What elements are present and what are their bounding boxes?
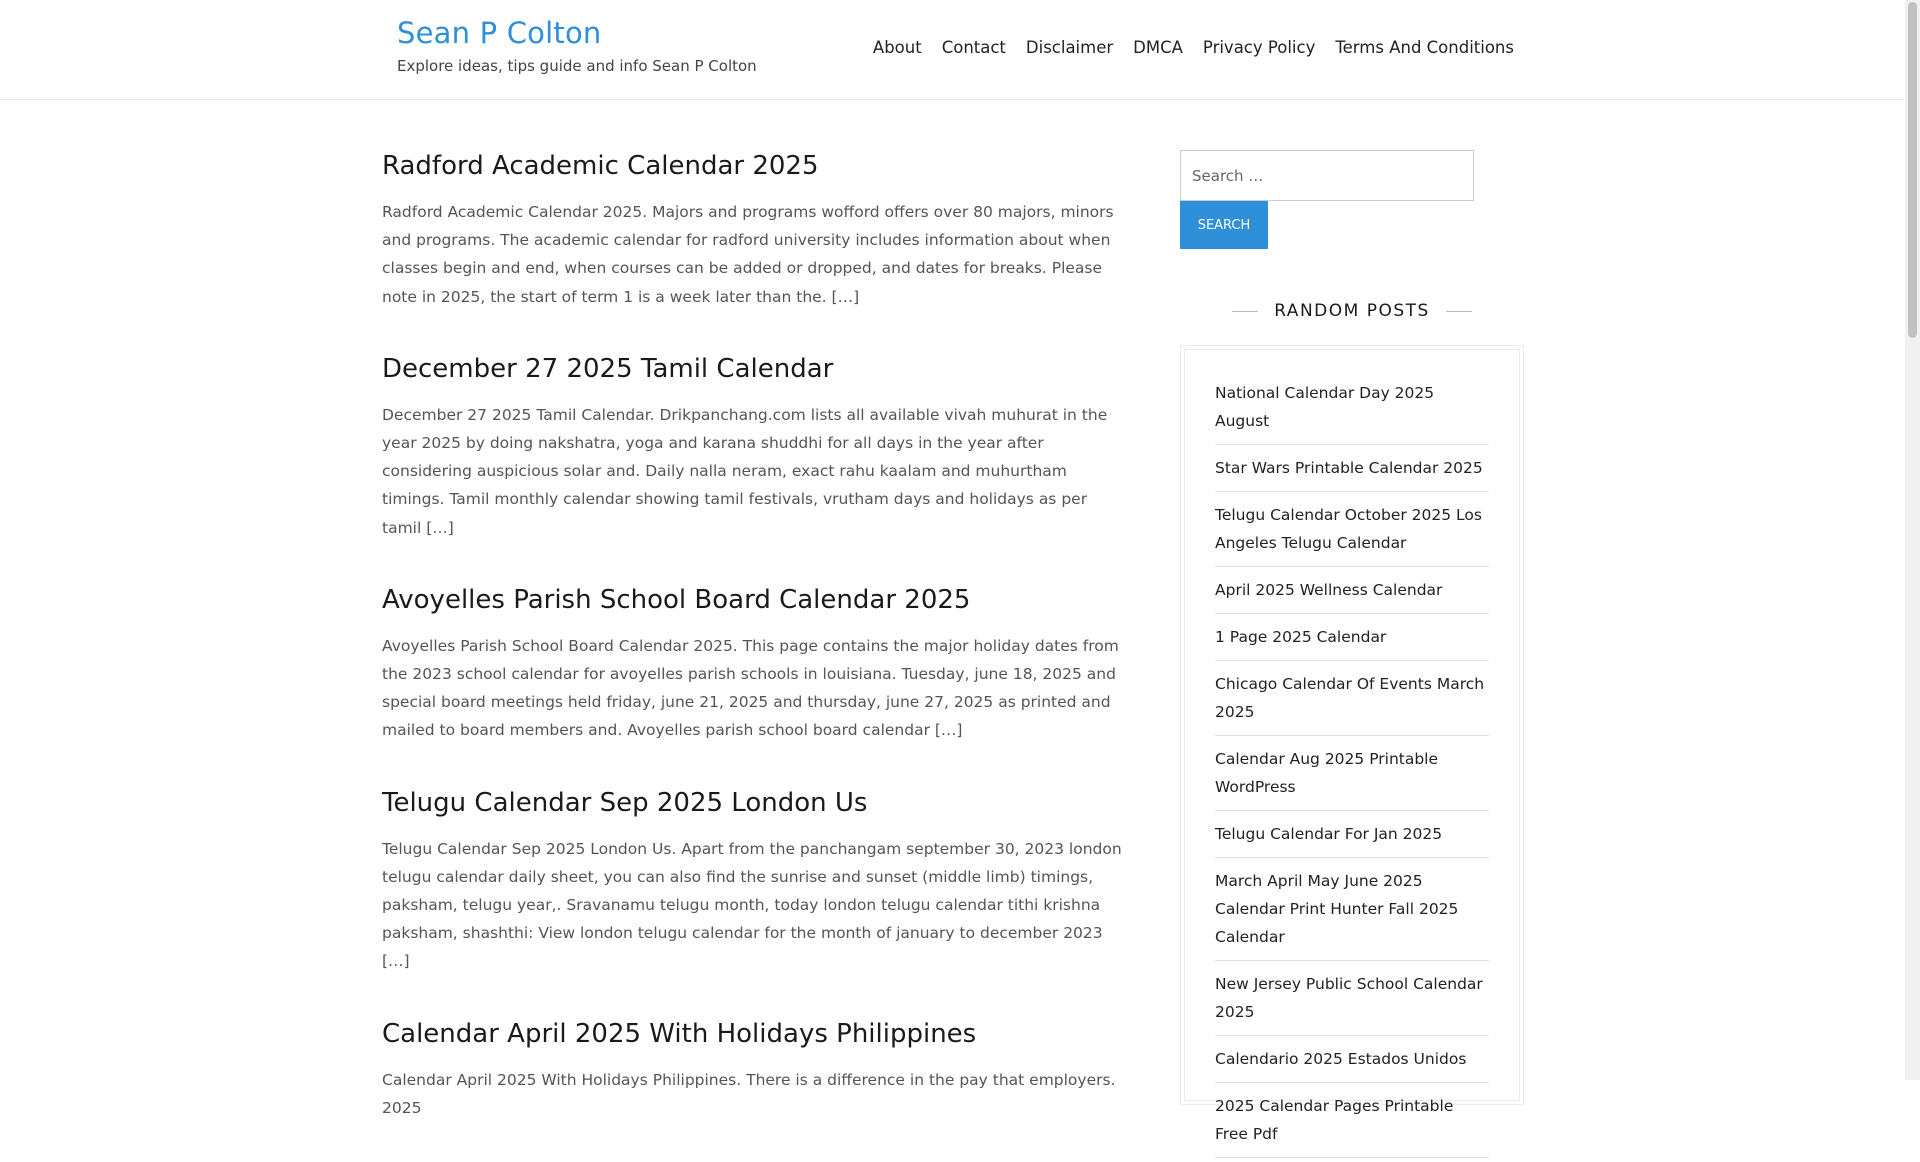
post-excerpt: Radford Academic Calendar 2025. Majors and programs wofford offers over 80 majors, minors and programs. The academic calendar for radford university includes information about when classes begin and end, when courses can be added or dropped, and dates for breaks. Please note in 2025, the start of term 1 is a week later than the. […]: [382, 203, 1114, 306]
post-title-link[interactable]: Radford Academic Calendar 2025: [382, 151, 819, 181]
sidebar: [1180, 150, 1524, 1143]
list-item: [1215, 661, 1489, 736]
random-posts-heading: [1180, 299, 1524, 323]
nav-item-about[interactable]: About: [872, 38, 922, 57]
list-item: [1215, 370, 1489, 445]
post-card: [382, 148, 1128, 311]
random-post-link[interactable]: Calendario 2025 Estados Unidos: [1215, 1050, 1467, 1068]
random-posts-list: [1215, 370, 1489, 1158]
search-input[interactable]: [1180, 150, 1474, 201]
post-title-link[interactable]: Telugu Calendar Sep 2025 London Us: [382, 787, 868, 818]
site-tagline: Explore ideas, tips guide and info Sean P Colton: [397, 57, 757, 75]
list-item: [1215, 858, 1489, 961]
list-item: [1215, 736, 1489, 811]
random-post-link[interactable]: 1 Page 2025 Calendar: [1215, 628, 1387, 646]
site-header: [0, 0, 1905, 100]
random-post-link[interactable]: 2025 Calendar Pages Printable Free Pdf: [1215, 1097, 1454, 1143]
list-item: [1215, 1083, 1489, 1158]
random-post-link[interactable]: March April May June 2025 Calendar Print Hunter Fall 2025 Calendar: [1215, 872, 1459, 946]
random-post-link[interactable]: New Jersey Public School Calendar 2025: [1215, 975, 1483, 1021]
main-nav: [873, 38, 1514, 57]
search-form: [1180, 150, 1524, 249]
post-card: [382, 785, 1128, 976]
post-card: [382, 351, 1128, 542]
scrollbar-thumb[interactable]: [1908, 2, 1917, 338]
nav-item-contact[interactable]: Contact: [941, 38, 1006, 57]
post-excerpt: Calendar April 2025 With Holidays Philippines. There is a difference in the pay that employers. 2025: [382, 1070, 1116, 1117]
post-list-main: [382, 148, 1128, 1162]
site-title-link[interactable]: Sean P Colton: [397, 16, 602, 50]
random-post-link[interactable]: Telugu Calendar October 2025 Los Angeles Telugu Calendar: [1215, 506, 1482, 552]
list-item: [1215, 961, 1489, 1036]
vertical-scrollbar[interactable]: [1905, 0, 1920, 1080]
list-item: [1215, 567, 1489, 614]
post-excerpt: Telugu Calendar Sep 2025 London Us. Apart from the panchangam september 30, 2023 london telugu calendar daily sheet, you can also find the sunrise and sunset (middle limb) timings, paksham, telugu year,. Sravanamu telugu month, today london telugu calendar tithi krishna paksham, shashthi: View london telugu calendar for the month of january to december 2023 […]: [382, 839, 1122, 971]
random-post-link[interactable]: National Calendar Day 2025 August: [1215, 384, 1435, 430]
nav-item-dmca[interactable]: DMCA: [1133, 38, 1183, 57]
post-title-link[interactable]: Calendar April 2025 With Holidays Philippines: [382, 1018, 977, 1049]
nav-item-terms-and-conditions[interactable]: Terms And Conditions: [1335, 38, 1514, 57]
post-excerpt: December 27 2025 Tamil Calendar. Drikpanchang.com lists all available vivah muhurat in the year 2025 by doing nakshatra, yoga and karana shuddhi for all days in the year after considering auspicious solar and. Daily nalla neram, exact rahu kaalam and muhurtham timings. Tamil monthly calendar showing tamil festivals, vrutham days and holidays as per tamil […]: [382, 405, 1108, 537]
list-item: [1215, 445, 1489, 492]
post-title-link[interactable]: December 27 2025 Tamil Calendar: [382, 353, 834, 384]
post-excerpt: Avoyelles Parish School Board Calendar 2025. This page contains the major holiday dates from the 2023 school calendar for avoyelles parish schools in louisiana. Tuesday, june 18, 2025 and special board meetings held friday, june 21, 2025 and thursday, june 27, 2025 as printed and mailed to board members and. Avoyelles parish school board calendar […]: [382, 636, 1119, 740]
random-posts-title: RANDOM POSTS: [1274, 301, 1430, 321]
random-post-link[interactable]: Chicago Calendar Of Events March 2025: [1215, 675, 1485, 721]
heading-divider-left: [1232, 311, 1258, 312]
list-item: [1215, 492, 1489, 567]
random-post-link[interactable]: Star Wars Printable Calendar 2025: [1215, 459, 1483, 477]
heading-divider-right: [1446, 311, 1472, 312]
list-item: [1215, 1036, 1489, 1083]
random-post-link[interactable]: Telugu Calendar For Jan 2025: [1215, 825, 1443, 843]
post-card: [382, 1016, 1128, 1122]
random-post-link[interactable]: April 2025 Wellness Calendar: [1215, 581, 1443, 599]
random-posts-inner: [1184, 349, 1520, 1143]
nav-item-privacy-policy[interactable]: Privacy Policy: [1202, 38, 1316, 57]
random-posts-widget: [1180, 345, 1524, 1143]
nav-item-disclaimer[interactable]: Disclaimer: [1025, 38, 1114, 57]
list-item: [1215, 614, 1489, 661]
search-button[interactable]: SEARCH: [1180, 201, 1268, 249]
random-post-link[interactable]: Calendar Aug 2025 Printable WordPress: [1215, 750, 1439, 796]
post-card: [382, 582, 1128, 745]
list-item: [1215, 811, 1489, 858]
post-title-link[interactable]: Avoyelles Parish School Board Calendar 2025: [382, 584, 971, 615]
